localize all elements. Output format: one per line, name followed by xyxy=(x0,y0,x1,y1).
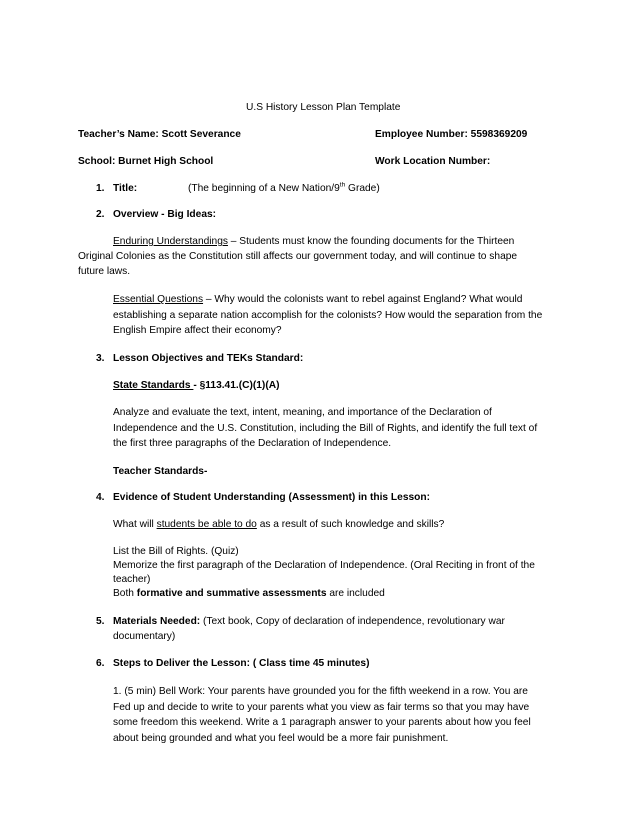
section-2-number: 2. xyxy=(96,209,105,220)
enduring-understandings-line-1: Enduring Understandings – Students must know the founding documents for the Thirteen xyxy=(113,236,515,247)
essential-questions-line-3: English Empire affect their economy? xyxy=(113,325,282,336)
section-5-number: 5. xyxy=(96,616,105,627)
essential-questions-line-1: Essential Questions – Why would the colonists want to rebel against England? What would xyxy=(113,294,523,305)
steps-line-4: about being grounded and what you feel would be a more fair punishment. xyxy=(113,733,449,744)
enduring-understandings-line-3: future laws. xyxy=(78,266,131,277)
state-standards: State Standards - §113.41.(C)(1)(A) xyxy=(113,380,280,391)
assessment-line-1: List the Bill of Rights. (Quiz) xyxy=(113,546,239,557)
assessment-line-4: Both formative and summative assessments are included xyxy=(113,588,385,599)
section-4-label: Evidence of Student Understanding (Assessment) in this Lesson: xyxy=(113,492,430,503)
essential-questions-line-2: establishing a separate nation accomplish for the colonists? How would the separation from the xyxy=(113,310,543,321)
steps-line-2: Fed up and decide to write to your parents what you view as fair terms so that you may have xyxy=(113,702,530,713)
teacher-standards: Teacher Standards- xyxy=(113,466,208,477)
steps-line-3: some freedom this weekend. Write a 1 paragraph answer to your parents about how you feel xyxy=(113,717,531,728)
state-standards-label: State Standards xyxy=(113,380,194,391)
materials-line-2: documentary) xyxy=(113,631,176,642)
objective-line-1: Analyze and evaluate the text, intent, meaning, and importance of the Declaration of xyxy=(113,407,492,418)
enduring-understandings-line-2: Original Colonies as the Constitution still affects our government today, and will continue to shape xyxy=(78,251,518,262)
section-1-title-text: (The beginning of a New Nation/9th Grade) xyxy=(188,181,380,194)
section-6-number: 6. xyxy=(96,658,105,669)
teacher-name: Teacher’s Name: Scott Severance xyxy=(78,129,241,140)
section-6-label: Steps to Deliver the Lesson: ( Class time 45 minutes) xyxy=(113,658,370,669)
assessment-line-3: teacher) xyxy=(113,574,151,585)
section-3-label: Lesson Objectives and TEKs Standard: xyxy=(113,353,304,364)
assessment-line-2: Memorize the first paragraph of the Declaration of Independence. (Oral Reciting in front of the xyxy=(113,560,535,571)
employee-number: Employee Number: 5598369209 xyxy=(375,129,528,140)
assessment-question: What will students be able to do as a result of such knowledge and skills? xyxy=(113,519,445,530)
work-location-number: Work Location Number: xyxy=(375,156,491,167)
objective-line-3: the first three paragraphs of the Declaration of Independence. xyxy=(113,438,392,449)
section-2-label: Overview - Big Ideas: xyxy=(113,209,217,220)
section-1-label: Title: xyxy=(113,183,138,194)
section-3-number: 3. xyxy=(96,353,105,364)
materials-line-1: Materials Needed: (Text book, Copy of declaration of independence, revolutionary war xyxy=(113,616,505,627)
steps-line-1: 1. (5 min) Bell Work: Your parents have grounded you for the fifth weekend in a row. You are xyxy=(113,686,528,697)
enduring-understandings-label: Enduring Understandings xyxy=(113,236,228,247)
objective-line-2: Independence and the U.S. Constitution, including the Bill of Rights, and identify the full text of xyxy=(113,423,538,434)
essential-questions-label: Essential Questions xyxy=(113,294,204,305)
section-5-label: Materials Needed: xyxy=(113,616,201,627)
section-1-number: 1. xyxy=(96,183,105,194)
section-4-number: 4. xyxy=(96,492,105,503)
school-name: School: Burnet High School xyxy=(78,156,214,167)
document-title: U.S History Lesson Plan Template xyxy=(246,102,401,113)
